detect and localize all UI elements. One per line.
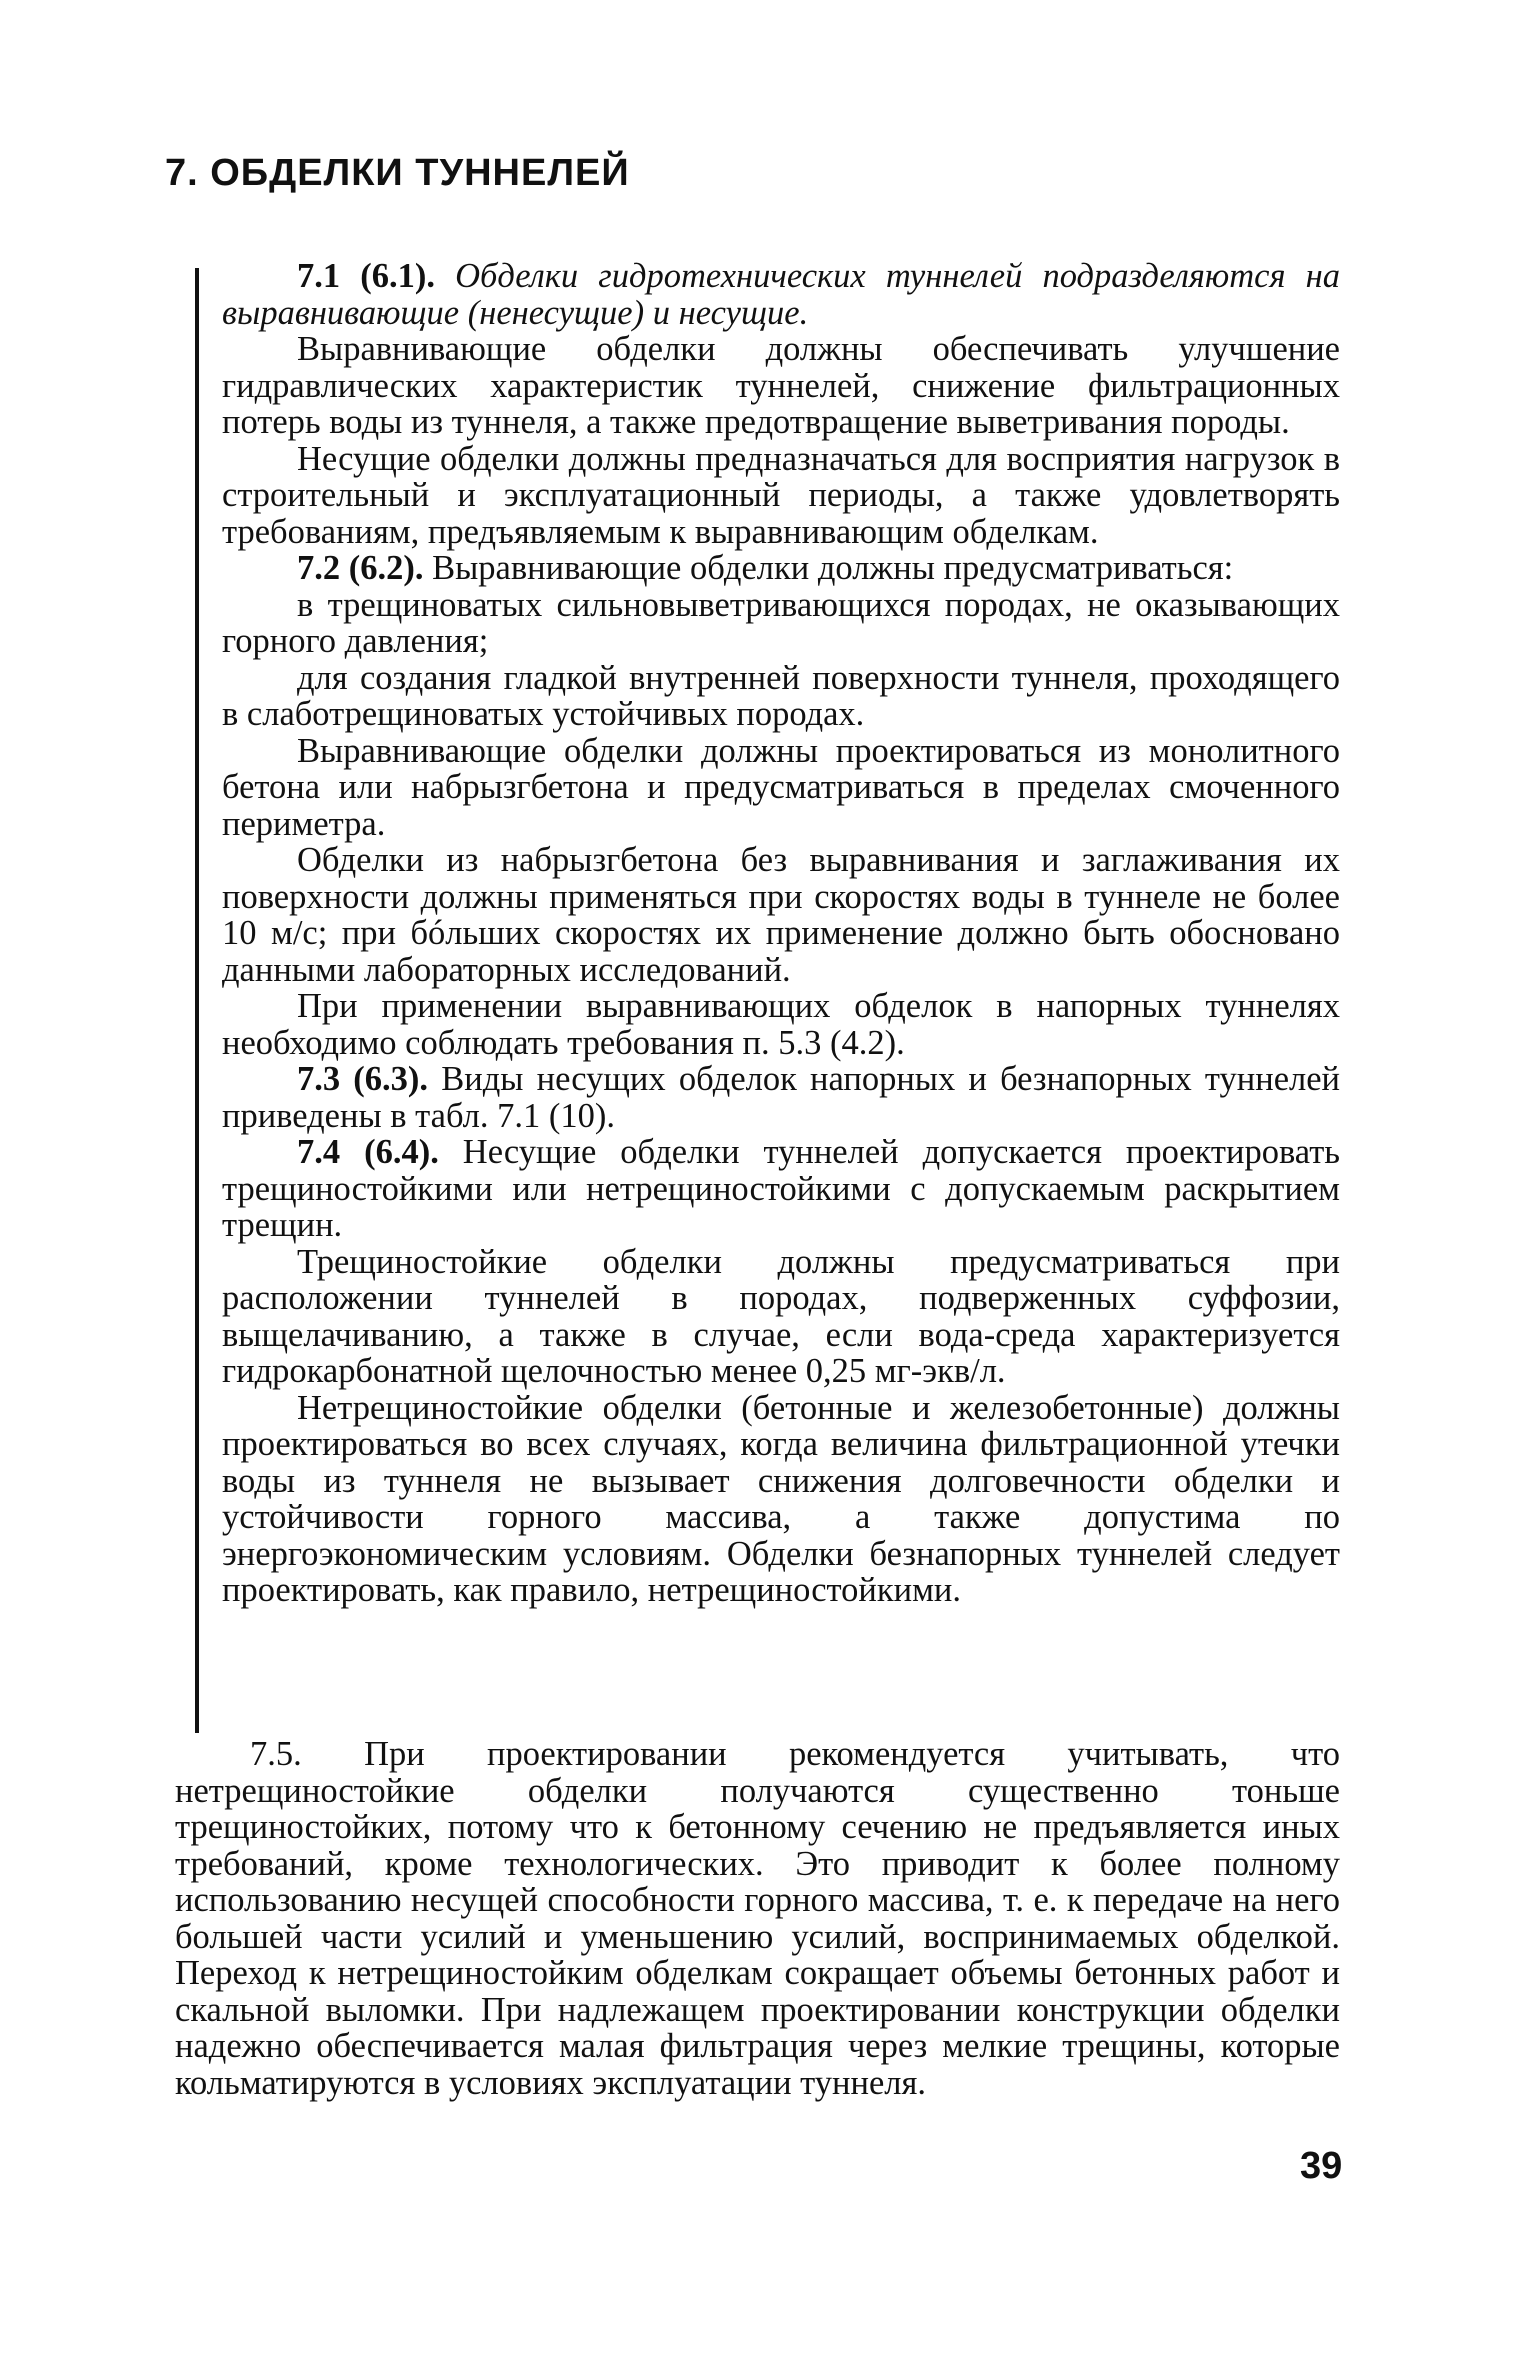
paragraph: в трещиноватых сильновыветривающихся породах, не оказывающих горного давления; (222, 585, 1340, 660)
paragraph: Нетрещиностойкие обделки (бетонные и железобетонные) должны проектироваться во всех случаях, когда величина фильтрационной утечки воды из туннеля не вызывает снижения долговечности обделки и устойчивости горного массива, а также допустима по энергоэкономическим условиям. Обделки безнапорных туннелей следует проектировать, как правило, нетрещиностойкими. (222, 1388, 1340, 1609)
paragraph: При применении выравнивающих обделок в напорных туннелях необходимо соблюдать требования п. 5.3 (4.2). (222, 987, 1340, 1062)
paragraph: Трещиностойкие обделки должны предусматриваться при расположении туннелей в породах, подверженных суффозии, выщелачиванию, а также в случае, если вода-среда характеризуется гидрокарбонатной щелочностью менее 0,25 мг-экв/л. (222, 1242, 1340, 1390)
paragraph: Выравнивающие обделки должны проектироваться из монолитного бетона или набрызгбетона и предусматриваться в пределах смоченного периметра. (222, 731, 1340, 843)
margin-change-bar (195, 268, 199, 1733)
section-title: 7. ОБДЕЛКИ ТУННЕЛЕЙ (165, 152, 630, 194)
paragraph-7-1 (222, 258, 1340, 331)
paragraph-text: Несущие обделки туннелей допускается проектировать трещиностойкими или нетрещиностойкими с допускаемым раскрытием трещин. (222, 1133, 1341, 1244)
paragraph-italic-text: Обделки гидротехнических туннелей подразделяются на выравнивающие (ненесущие) и несущие. (222, 257, 1340, 332)
paragraph-text: Выравнивающие обделки должны предусматриваться: (432, 549, 1234, 587)
main-text-block (222, 258, 1340, 1609)
clause-number: 7.3 (6.3). (297, 1060, 429, 1098)
final-text-block (175, 1736, 1340, 2101)
paragraph: Обделки из набрызгбетона без выравнивания и заглаживания их поверхности должны применяться при скоростях воды в туннеле не более 10 м/с; при бóльших скоростях их применение должно быть обосновано данными лабораторных исследований. (222, 841, 1340, 989)
paragraph: Выравнивающие обделки должны обеспечивать улучшение гидравлических характеристик туннелей, снижение фильтрационных потерь воды из туннеля, а также предотвращение выветривания породы. (222, 330, 1340, 441)
paragraph: для создания гладкой внутренней поверхности туннеля, проходящего в слаботрещиноватых устойчивых породах. (222, 658, 1340, 733)
clause-number: 7.2 (6.2). (297, 549, 424, 587)
paragraph: Несущие обделки должны предназначаться для восприятия нагрузок в строительный и эксплуатационный периоды, а также удовлетворять требованиям, предъявляемым к выравнивающим обделкам. (222, 439, 1340, 551)
paragraph-7-4 (222, 1134, 1340, 1244)
paragraph-text: Виды несущих обделок напорных и безнапорных туннелей приведены в табл. 7.1 (10). (222, 1060, 1340, 1135)
clause-number: 7.4 (6.4). (297, 1133, 439, 1171)
paragraph-7-2 (222, 550, 1340, 587)
paragraph-7-3 (222, 1061, 1340, 1134)
page-number: 39 (1300, 2145, 1343, 2187)
clause-number: 7.1 (6.1). (297, 257, 435, 295)
paragraph-7-5: 7.5. При проектировании рекомендуется учитывать, что нетрещиностойкие обделки получаются существенно тоньше трещиностойких, потому что к бетонному сечению не предъявляется иных требований, кроме технологических. Это приводит к более полному использованию несущей способности горного массива, т. е. к передаче на него большей части усилий и уменьшению усилий, воспринимаемых обделкой. Переход к нетрещиностойким обделкам сокращает объемы бетонных работ и скальной выломки. При надлежащем проектировании конструкции обделки надежно обеспечивается малая фильтрация через мелкие трещины, которые кольматируются в условиях эксплуатации туннеля. (175, 1735, 1340, 2102)
